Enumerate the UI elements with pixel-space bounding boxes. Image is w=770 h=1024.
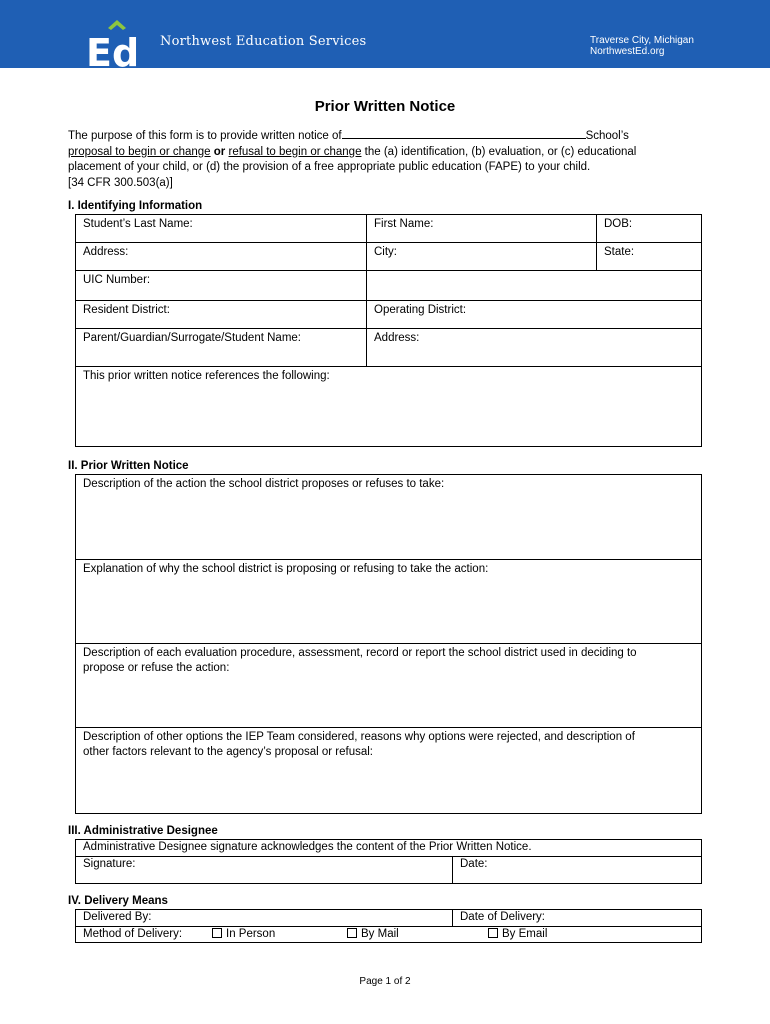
operating-district-field[interactable] <box>366 301 701 328</box>
website-url: NorthwestEd.org <box>590 46 665 57</box>
prior-written-notice-table <box>75 474 702 814</box>
page-number: Page 1 of 2 <box>359 976 411 987</box>
checkbox-icon[interactable] <box>212 928 222 938</box>
explanation-field[interactable] <box>76 560 701 643</box>
delivered-by-field[interactable] <box>76 910 452 926</box>
table-row <box>76 856 701 883</box>
field-label: Address: <box>374 332 420 344</box>
city-field[interactable] <box>366 243 596 270</box>
svg-text:Ed: Ed <box>86 31 140 68</box>
field-label: Description of the action the school district proposes or refuses to take: <box>83 478 445 490</box>
field-label: Description of each evaluation procedure, assessment, record or report the school district used in deciding to <box>83 647 637 659</box>
table-row <box>76 366 701 446</box>
intro-paragraph <box>68 128 698 191</box>
field-label: Method of Delivery: <box>83 928 183 940</box>
field-label: Signature: <box>83 858 136 870</box>
field-label: Delivered By: <box>83 911 152 923</box>
intro-text: refusal to begin or change <box>228 145 362 158</box>
table-row <box>76 643 701 727</box>
option-label: By Mail <box>361 928 399 940</box>
school-name-blank[interactable] <box>342 128 586 139</box>
checkbox-icon[interactable] <box>347 928 357 938</box>
location-city: Traverse City, Michigan <box>590 35 694 46</box>
intro-text: proposal to begin or change <box>68 145 211 158</box>
field-label: City: <box>374 246 397 258</box>
field-label: Student’s Last Name: <box>83 218 193 230</box>
intro-text: or <box>213 145 226 158</box>
last-name-field[interactable] <box>76 215 366 242</box>
resident-district-field[interactable] <box>76 301 366 328</box>
field-label: Description of other options the IEP Team considered, reasons why options were rejected, and description of <box>83 731 635 743</box>
header-banner <box>0 0 770 68</box>
parent-address-field[interactable] <box>366 329 701 366</box>
field-label: Date of Delivery: <box>460 911 546 923</box>
references-field[interactable] <box>76 367 701 446</box>
table-row <box>76 475 701 559</box>
field-label: DOB: <box>604 218 633 230</box>
field-label: other factors relevant to the agency’s proposal or refusal: <box>83 745 374 758</box>
table-row <box>76 270 701 300</box>
field-label: Date: <box>460 858 488 870</box>
field-label: This prior written notice references the following: <box>83 370 330 382</box>
other-options-field[interactable] <box>76 728 701 813</box>
in-person-option[interactable] <box>212 927 275 942</box>
address-field[interactable] <box>76 243 366 270</box>
field-label: Explanation of why the school district is proposing or refusing to take the action: <box>83 563 489 575</box>
delivery-date-field[interactable] <box>452 910 701 926</box>
field-label: UIC Number: <box>83 274 151 286</box>
evaluation-procedure-field[interactable] <box>76 644 701 727</box>
section-heading: IV. Delivery Means <box>68 895 168 907</box>
table-row <box>76 215 701 242</box>
intro-text: the (a) identification, (b) evaluation, or (c) educational <box>364 145 637 158</box>
table-row <box>76 242 701 270</box>
table-row <box>76 727 701 813</box>
table-row <box>76 328 701 366</box>
by-email-option[interactable] <box>488 927 547 942</box>
field-label: Operating District: <box>374 304 467 316</box>
state-field[interactable] <box>596 243 701 270</box>
delivery-means-table <box>75 909 702 943</box>
first-name-field[interactable] <box>366 215 596 242</box>
by-mail-option[interactable] <box>347 927 399 942</box>
section-heading: I. Identifying Information <box>68 200 203 212</box>
administrative-designee-table <box>75 839 702 884</box>
field-label: Address: <box>83 246 129 258</box>
dob-field[interactable] <box>596 215 701 242</box>
section-heading: III. Administrative Designee <box>68 825 218 837</box>
uic-number-blank[interactable] <box>366 271 701 300</box>
table-row <box>76 926 701 942</box>
intro-text: The purpose of this form is to provide written notice of <box>68 130 342 142</box>
northwest-ed-logo <box>86 20 152 68</box>
acknowledge-text: Administrative Designee signature acknowledges the content of the Prior Written Notice. <box>83 841 532 853</box>
field-label: propose or refuse the action: <box>83 661 230 674</box>
section-heading: II. Prior Written Notice <box>68 460 189 472</box>
field-label: Resident District: <box>83 304 170 316</box>
table-row <box>76 910 701 926</box>
uic-number-field[interactable] <box>76 271 366 300</box>
signature-field[interactable] <box>76 857 452 883</box>
option-label: In Person <box>226 928 276 940</box>
intro-text: placement of your child, or (d) the provision of a free appropriate public education (FAPE) to your child. <box>68 161 591 173</box>
field-label: State: <box>604 246 635 258</box>
identifying-info-table <box>75 214 702 447</box>
org-name: Northwest Education Services <box>160 34 367 49</box>
table-row <box>76 559 701 643</box>
page-title: Prior Written Notice <box>314 98 456 115</box>
checkbox-icon[interactable] <box>488 928 498 938</box>
parent-name-field[interactable] <box>76 329 366 366</box>
designee-date-field[interactable] <box>452 857 701 883</box>
option-label: By Email <box>502 928 548 940</box>
field-label: Parent/Guardian/Surrogate/Student Name: <box>83 332 301 344</box>
location-text <box>590 35 694 57</box>
field-label: First Name: <box>374 218 434 230</box>
intro-citation: [34 CFR 300.503(a)] <box>68 176 173 189</box>
intro-text: School’s <box>585 130 629 142</box>
table-row <box>76 300 701 328</box>
table-row <box>76 840 701 856</box>
delivery-method-row <box>76 927 701 942</box>
action-description-field[interactable] <box>76 475 701 559</box>
